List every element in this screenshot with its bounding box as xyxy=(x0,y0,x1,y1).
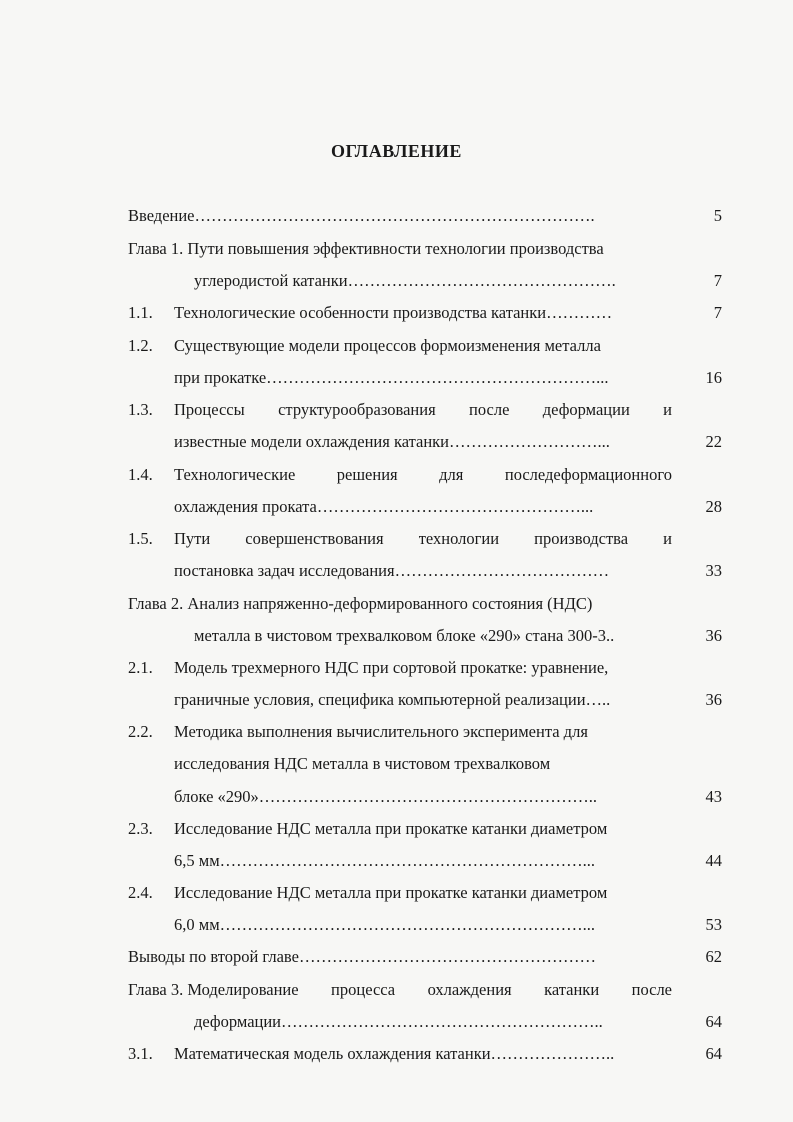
word: структурообразования xyxy=(278,400,436,419)
justified-line xyxy=(174,400,672,420)
toc-page-number: 7 xyxy=(713,271,722,290)
toc-section-number: 2.3. xyxy=(128,819,153,838)
toc-section-number: 2.4. xyxy=(128,883,153,902)
toc-page-number: 36 xyxy=(705,690,722,709)
toc-line: блоке «290»…………………………………………………….. xyxy=(174,787,598,806)
toc-line: известные модели охлаждения катанки………………………... xyxy=(174,432,610,451)
toc-line: Математическая модель охлаждения катанки………………….. xyxy=(174,1044,615,1063)
justified-line xyxy=(174,529,672,549)
justified-line xyxy=(174,465,672,485)
toc-line: при прокатке……………………………………………………... xyxy=(174,368,609,387)
toc-page-number: 43 xyxy=(705,787,722,806)
toc-section-number: 3.1. xyxy=(128,1044,153,1063)
word: и xyxy=(663,400,672,419)
toc-line: граничные условия, специфика компьютерной реализации….. xyxy=(174,690,611,709)
word: последеформационного xyxy=(504,465,672,484)
toc-line: Глава 2. Анализ напряженно-деформированного состояния (НДС) xyxy=(128,594,593,613)
toc-page-number: 62 xyxy=(705,947,722,966)
word: после xyxy=(469,400,510,419)
toc-line xyxy=(128,980,672,1000)
toc-page-number: 44 xyxy=(705,851,722,870)
toc-page-number: 28 xyxy=(705,497,722,516)
toc-section-number: 1.5. xyxy=(128,529,153,548)
toc-line: Глава 1. Пути повышения эффективности технологии производства xyxy=(128,239,604,258)
toc-page-number: 22 xyxy=(705,432,722,451)
toc-line: исследования НДС металла в чистовом трехвалковом xyxy=(174,754,551,773)
word: Глава 3. Моделирование xyxy=(128,980,299,999)
toc-line: охлаждения проката…………………………………………... xyxy=(174,497,594,516)
toc-line: Выводы по второй главе……………………………………………… xyxy=(128,947,596,966)
word: технологии xyxy=(418,529,500,548)
toc-line: Исследование НДС металла при прокатке катанки диаметром xyxy=(174,883,608,902)
toc-section-number: 1.2. xyxy=(128,336,153,355)
word: после xyxy=(631,980,672,999)
toc-line xyxy=(174,400,672,420)
toc-page-number: 5 xyxy=(713,206,722,225)
toc-page-number: 16 xyxy=(705,368,722,387)
toc-line: Технологические особенности производства катанки………… xyxy=(174,303,613,322)
toc-section-number: 2.2. xyxy=(128,722,153,741)
toc-line: Методика выполнения вычислительного эксперимента для xyxy=(174,722,588,741)
toc-page-number: 64 xyxy=(705,1012,722,1031)
page-title: ОГЛАВЛЕНИЕ xyxy=(331,141,462,161)
word: охлаждения xyxy=(427,980,512,999)
toc-section-number: 1.3. xyxy=(128,400,153,419)
toc-line: 6,5 мм…………………………………………………………... xyxy=(174,851,596,870)
toc-section-number: 1.4. xyxy=(128,465,153,484)
word: процесса xyxy=(331,980,396,999)
toc-line xyxy=(174,465,672,485)
word: для xyxy=(439,465,464,484)
word: Технологические xyxy=(174,465,296,484)
toc-line: 6,0 мм…………………………………………………………... xyxy=(174,915,596,934)
toc-line: Существующие модели процессов формоизменения металла xyxy=(174,336,601,355)
word: совершенствования xyxy=(245,529,384,548)
toc-section-number: 2.1. xyxy=(128,658,153,677)
toc-line: углеродистой катанки…………………………………………. xyxy=(194,271,616,290)
word: Пути xyxy=(174,529,211,548)
word: решения xyxy=(336,465,398,484)
justified-line xyxy=(128,980,672,1000)
toc-page-number: 64 xyxy=(705,1044,722,1063)
word: Процессы xyxy=(174,400,245,419)
word: деформации xyxy=(542,400,630,419)
toc-line: металла в чистовом трехвалковом блоке «290» стана 300-3.. xyxy=(194,626,615,645)
toc-line: Модель трехмерного НДС при сортовой прокатке: уравнение, xyxy=(174,658,609,677)
toc-page-number: 7 xyxy=(713,303,722,322)
toc-page-number: 33 xyxy=(705,561,722,580)
toc-line xyxy=(174,529,672,549)
toc-section-number: 1.1. xyxy=(128,303,153,322)
toc-line: деформации………………………………………………….. xyxy=(194,1012,603,1031)
toc-line: Исследование НДС металла при прокатке катанки диаметром xyxy=(174,819,608,838)
word: катанки xyxy=(544,980,600,999)
toc-line: постановка задач исследования………………………………… xyxy=(174,561,610,580)
toc-page-number: 53 xyxy=(705,915,722,934)
toc-page-number: 36 xyxy=(705,626,722,645)
toc-line: Введение………………………………………………………………. xyxy=(128,206,595,225)
word: и xyxy=(663,529,672,548)
word: производства xyxy=(534,529,629,548)
